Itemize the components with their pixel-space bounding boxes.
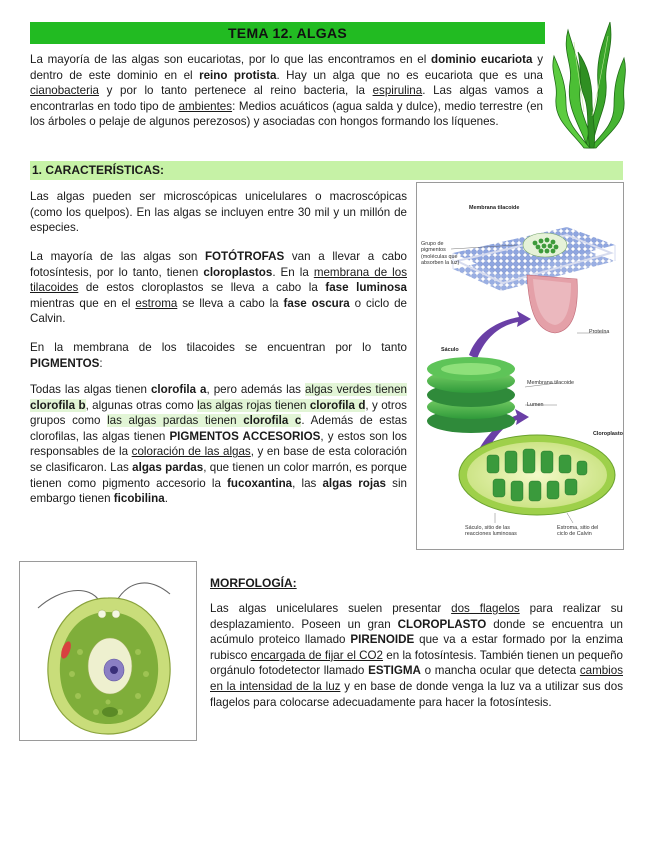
label-membrana-tilacoide: Membrana tilacoide <box>527 380 575 386</box>
label-saculo-sitio: Sáculo, sitio de las reacciones luminosas <box>465 525 517 538</box>
cell-body <box>48 598 170 734</box>
saculo-drawing <box>427 357 515 433</box>
label-saculo: Sáculo <box>441 347 459 353</box>
intro-paragraph: La mayoría de las algas son eucariotas, por lo que las encontramos en el dominio eucariota y dentro de este dominio en el reino protista. Hay un alga que no es eucariota que es una cianobacteria y por lo tanto pertenece al reino bacteria, la espirulina. Las algas vamos a encontrarlas en todo tipo de ambientes: Medios acuáticos (agua salda y dulce), medio terrestre (en los árboles o pelaje de algunos perezosos) y asociadas con hongos formando los líquenes. <box>30 53 543 129</box>
section-heading-caracteristicas: 1. CARACTERÍSTICAS: <box>30 161 623 180</box>
paragraph-species: Las algas pueden ser microscópicas unicelulares o macroscópicas (como los quelpos). En las algas se incluyen entre 30 mil y un millón de especies. <box>30 190 407 235</box>
morfologia-paragraph: Las algas unicelulares suelen presentar dos flagelos para realizar su desplazamiento. Poseen un gran CLOROPLASTO donde se encuentra un acúmulo proteico llamado PIRENOIDE que va a estar formado por la enzima rubisco encargada de fijar el CO2 en la fotosíntesis. También tienen un pequeño orgánulo fotodetector llamado ESTIGMA o mancha ocular que detecta cambios en la intensidad de la luz y en base de donde venga la luz va a utilizar sus dos flagelos para colocarse adecuadamente para hacer la fotosíntesis. <box>210 602 624 709</box>
label-cloroplasto: Cloroplasto <box>593 431 623 437</box>
label-grupo-pigmentos: Grupo de pigmentos (moléculas que absorben la luz) <box>421 241 460 267</box>
alga-cell-drawing <box>20 562 198 742</box>
label-membrana-tilacoide-title: Membrana tilacoide <box>469 205 520 211</box>
algae-illustration <box>548 12 630 152</box>
paragraph-fototrofas: La mayoría de las algas son FOTÓTROFAS van a llevar a cabo fotosíntesis, por lo tanto, tienen cloroplastos. En la membrana de los tilacoides de estos cloroplastos se lleva a cabo la fase luminosa mientras que en el estroma se lleva a cabo la fase oscura o ciclo de Calvin. <box>30 250 408 326</box>
chloroplast-drawing <box>459 435 615 515</box>
thylakoid-membrane-drawing <box>453 227 615 333</box>
morfologia-heading: MORFOLOGÍA: <box>210 576 297 590</box>
label-estroma-sitio: Estroma, sitio del ciclo de Calvin <box>557 525 599 538</box>
page-title: TEMA 12. ALGAS <box>30 22 545 44</box>
chloroplast-diagram <box>417 183 625 551</box>
paragraph-pigmentos: Todas las algas tienen clorofila a, pero además las algas verdes tienen clorofila b, algunas otras como las algas rojas tienen clorofila d, y otros grupos como las algas pardas tienen clorofila c. Además de estas clorofilas, las algas tienen PIGMENTOS ACCESORIOS, y estos son los responsables de la coloración de las algas, y en base de esta coloración se clasificaron. Las algas pardas, que tienen un color marrón, es porque tienen como pigmento accesorio la fucoxantina, las algas rojas sin embargo tienen ficobilina. <box>30 383 408 506</box>
label-lumen: Lumen <box>527 402 544 408</box>
paragraph-pigmentos-intro: En la membrana de los tilacoides se encuentran por lo tanto PIGMENTOS: <box>30 341 407 370</box>
chloroplast-figure <box>416 182 624 550</box>
unicellular-alga-figure <box>19 561 197 741</box>
label-proteina: Proteína <box>589 329 610 335</box>
seaweed-fronds <box>553 22 626 148</box>
